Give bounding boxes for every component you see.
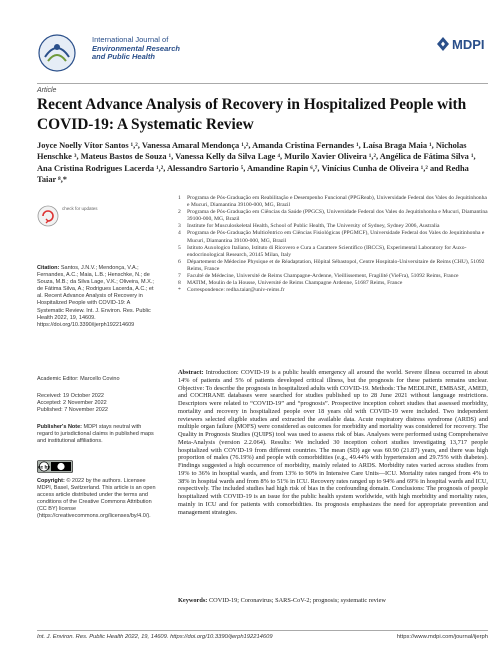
- paper-title: Recent Advance Analysis of Recovery in Hospitalized People with COVID-19: A Systematic Review: [37, 96, 467, 133]
- affiliation-text: Institute for Musculoskeletal Health, School of Public Health, The University of Sydney, Sydney 2006, Australia: [187, 223, 440, 230]
- affiliation-item: [178, 209, 488, 223]
- published-date: Published: 7 November 2022: [37, 407, 108, 413]
- publisher-note-text: MDPI stays neutral with regard to jurisdictional claims in published maps and institutional affiliations.: [37, 424, 154, 445]
- affiliation-text: MATIM, Moulin de la Housse, Université de Reims Champagne Ardenne, 51687 Reims, France: [187, 280, 403, 287]
- publisher-note-label: Publisher's Note:: [37, 424, 83, 430]
- footer-citation: Int. J. Environ. Res. Public Health 2022, 19, 14609. https://doi.org/10.3390/ijerph192214609: [37, 634, 273, 640]
- received-date: Received: 19 October 2022: [37, 393, 104, 399]
- affiliations: [178, 195, 488, 294]
- keywords-label: Keywords:: [178, 597, 208, 604]
- copyright-block: [37, 478, 157, 521]
- affiliation-item: [178, 245, 488, 259]
- keywords: [178, 597, 488, 605]
- affiliation-text: Correspondence: redha.taiar@univ-reims.fr: [187, 287, 285, 294]
- abstract: [178, 369, 488, 516]
- publisher-note: [37, 424, 157, 445]
- journal-logo-icon: [37, 33, 77, 73]
- affiliation-item: [178, 230, 488, 244]
- affiliation-text: Programa de Pós-Graduação em Ciências da Saúde (PPGCS), Universidade Federal dos Vales do Jequitinhonha e Mucuri, Diamantina 39100-000, MG, Brazil: [187, 209, 488, 223]
- journal-name: [92, 36, 180, 62]
- affiliation-item: [178, 287, 488, 294]
- article-type: Article: [37, 87, 57, 94]
- affiliation-number: 5: [178, 244, 181, 251]
- affiliation-item: [178, 259, 488, 273]
- affiliation-number: 2: [178, 209, 181, 216]
- academic-editor: Academic Editor: Marcello Covino: [37, 376, 120, 382]
- footer-url[interactable]: https://www.mdpi.com/journal/ijerph: [396, 634, 488, 640]
- cc-badge-text: cc by: [37, 465, 51, 471]
- affiliation-number: 3: [178, 223, 181, 230]
- affiliation-item: [178, 195, 488, 209]
- affiliation-text: Programa de Pós-Graduação Multicêntrico em Ciências Fisiológicas (PPGMCF), Universidade Federal dos Vales do Jequitinhonha e Mucuri, Diamantina 39100-000, MG, Brazil: [187, 230, 485, 244]
- copyright-text: © 2022 by the authors. Licensee MDPI, Basel, Switzerland. This article is an open access article distributed under the terms and conditions of the Creative Commons Attribution (CC BY) license (https://creativecommons.org/licenses/by/4.0/).: [37, 478, 156, 520]
- mdpi-logo-text: MDPI: [452, 37, 485, 52]
- affiliation-number: 1: [178, 195, 181, 201]
- journal-name-line2: Environmental Research: [92, 43, 180, 53]
- affiliation-number: 8: [178, 280, 181, 287]
- author-list: Joyce Noelly Vítor Santos ¹,², Vanessa Amaral Mendonça ¹,², Amanda Cristina Fernandes ¹, Laísa Braga Maia ¹, Nicholas Henschke ³, Mateus Bastos de Souza ¹, Vanessa Kelly da Silva Lage ⁴, Murilo Xavier Oliveira ¹,², Angélica de Fátima Silva ¹, Ana Cristina Rodrigues Lacerda ¹,², Alessandro Sartorio ⁵, Amandine Rapin ⁶,⁷, Vinícius Cunha de Oliveira ¹,² and Redha Taiar ⁸,*: [37, 141, 476, 185]
- affiliation-number: *: [178, 287, 181, 294]
- journal-name-line1: International Journal of: [92, 35, 169, 44]
- check-for-updates-icon[interactable]: [37, 205, 59, 227]
- affiliation-number: 6: [178, 258, 181, 265]
- affiliation-number: 4: [178, 230, 181, 237]
- mdpi-logo: [435, 34, 487, 54]
- accepted-date: Accepted: 2 November 2022: [37, 400, 107, 406]
- check-updates-label[interactable]: check for updates: [62, 206, 98, 211]
- journal-name-line3: and Public Health: [92, 52, 155, 62]
- footer-divider: [37, 630, 488, 631]
- citation-block: [37, 265, 157, 329]
- keywords-text: COVID-19; Coronavirus; SARS-CoV-2; prognosis; systematic review: [208, 597, 386, 604]
- cc-by-license-icon[interactable]: [37, 460, 73, 473]
- affiliation-text: Faculté de Médecine, Université de Reims Champagne-Ardenne, Vieillissement, Fragilité (VieFra), 51092 Reims, France: [187, 273, 459, 280]
- page-footer: [37, 634, 488, 640]
- abstract-text: Introduction: COVID-19 is a public health emergency all around the world. Severe illness occurred in about 14% of patients and 5% of patients developed critical illness, but the prognosis for these patients remains unclear. Objective: To describe the prognosis in hospitalized adults with COVID-19. Methods: The MEDLINE, EMBASE, AMED, and COCHRANE databases were searched for studies published up to 28 June 2021 without language restrictions. Descriptors were related to “COVID-19” and “prognosis”. Prospective inception cohort studies that assessed morbidity, mortality and recovery in hospitalized people over 18 years old with COVID-19 were included. Two independent reviewers selected eligible studies and extracted the available data. Acute respiratory distress syndrome (ARDS) and multiple organ failure (MOFS) were considered as outcomes for morbidity and mortality was considered for recovery. The Quality in Prognosis Studies (QUIPS) tool was used to assess risk of bias. Analyses were performed using Comprehensive Meta-Analysis (version 2.2.064). Results: We included 30 inception cohort studies investigating 13,717 people hospitalized with COVID-19 from different countries. The mean (SD) age was 60.90 (21.87) years, and there was high proportion of males (76.19%) and people with comorbidities (e.g., 49.44% with hypertension and 29.75% with diabetes). Findings suggested a high occurrence of morbidity, mainly related to ARDS. Morbidity rates varied across studies from 19% to 36% in hospital wards, and from 13% to 90% in Intensive Care Units—ICU. Mortality rates ranged from 4% to 38% in hospital wards and from 8% to 51% in ICU. Recovery rates ranged up to 94% and 69% in hospital wards and ICU, respectively. The included studies had high risk of bias in the confounding domain. Conclusions: The prognosis of people hospitalized with COVID-19 is an issue for the public health system worldwide, with high morbidity and mortality rates, mainly in ICU and for patients with comorbidities. Its prognosis emphasizes the need for appropriate prevention and management strategies.: [178, 369, 488, 516]
- copyright-label: Copyright:: [37, 478, 65, 484]
- citation-text: Santos, J.N.V.; Mendonça, V.A.; Fernandes, A.C.; Maia, L.B.; Henschke, N.; de Souza, M.B.; da Silva Lage, V.K.; Oliveira, M.X.; de Fátima Silva, A.; Rodrigues Lacerda, A.C.; et al. Recent Advance Analysis of Recovery in Hospitalized People with COVID-19: A Systematic Review. Int. J. Environ. Res. Public Health 2022, 19, 14609. https://doi.org/10.3390/ijerph192214609: [37, 265, 154, 328]
- affiliation-text: Istituto Auxologico Italiano, Istituto di Ricovero e Cura a Carattere Scientifico (IRCCS), Experimental Laboratory for Auxo-endocrinological Research, 20145 Milan, Italy: [187, 244, 467, 258]
- header-divider: [37, 83, 488, 84]
- affiliation-text: Département de Médecine Physique et de Réadaptation, Hôpital Sébastopol, Centre Hospitalo-Universitaire de Reims (CHU), 51092 Reims, France: [187, 258, 485, 272]
- affiliation-item: [178, 273, 488, 280]
- citation-label: Citation:: [37, 265, 60, 271]
- abstract-label: Abstract:: [178, 369, 204, 376]
- affiliation-text: Programa de Pós-Graduação em Reabilitação e Desempenho Funcional (PPGReab), Universidade Federal dos Vales do Jequitinhonha e Mucuri, Diamantina 39100-000, MG, Brazil: [187, 195, 487, 209]
- affiliation-number: 7: [178, 273, 181, 280]
